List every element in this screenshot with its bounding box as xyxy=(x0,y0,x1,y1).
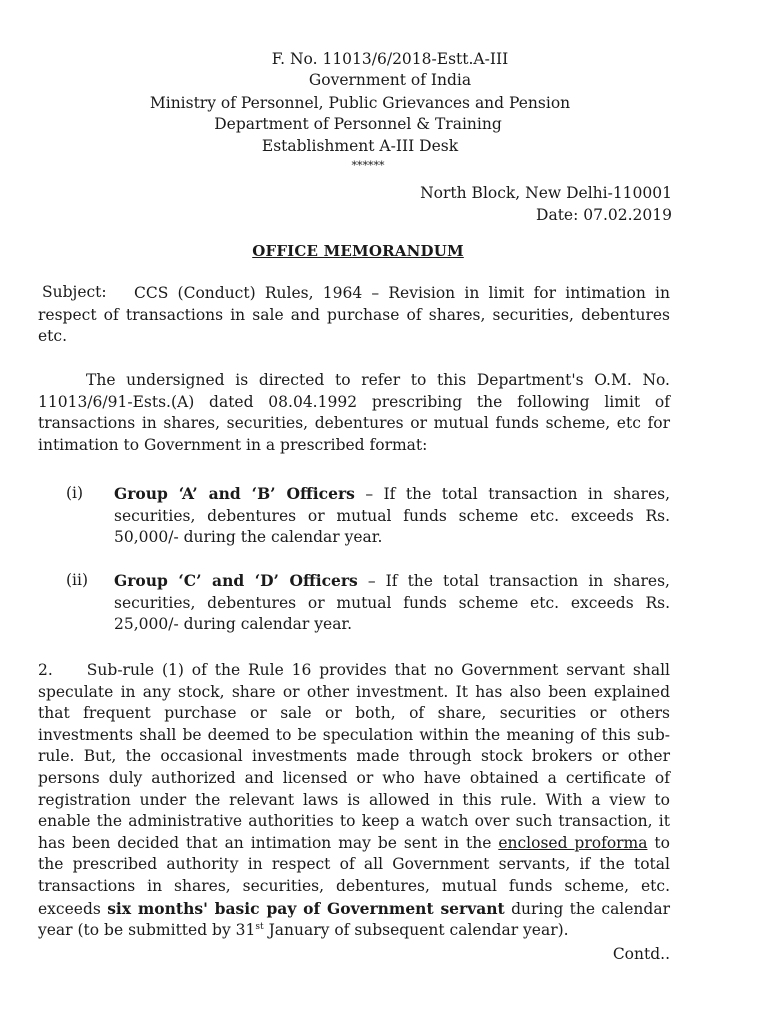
subject-body: CCS (Conduct) Rules, 1964 – Revision in limit for intimation in respect of transactions in sale and purchase of shares, securities, debentures etc. xyxy=(38,284,670,346)
para2-part4: January of subsequent calendar year). xyxy=(263,921,569,940)
stars-divider: ****** xyxy=(351,159,385,172)
intro-paragraph: The undersigned is directed to refer to this Department's O.M. No. 11013/6/91-Ests.(A) dated 08.04.1992 prescribing the following limit of transactions in shares, securities, debentures or mutual funds scheme, etc for intimation to Government in a prescribed format: xyxy=(38,371,670,454)
list-item xyxy=(66,483,670,549)
department-line: Department of Personnel & Training xyxy=(214,115,502,133)
item-number: (i) xyxy=(66,484,84,502)
para2-part2: to the prescribed authority in respect of all Government servants, if the total transactions in shares, securities, debentures, mutual funds scheme, etc. exceeds xyxy=(38,833,670,918)
item-number: (ii) xyxy=(66,571,89,589)
item-text: – If the total transaction in shares, securities, debentures or mutual funds scheme etc. exceeds Rs. 50,000/- during the calendar year. xyxy=(114,485,670,547)
list-item xyxy=(66,570,670,636)
continued-marker: Contd.. xyxy=(612,945,670,963)
file-number: F. No. 11013/6/2018-Estt.A-III xyxy=(271,50,509,68)
ordinal-suffix: st xyxy=(255,921,264,932)
government-line: Government of India xyxy=(308,71,472,89)
item-heading: Group ‘A’ and ‘B’ Officers xyxy=(114,484,355,503)
paragraph-2 xyxy=(38,660,670,942)
item-heading: Group ‘C’ and ‘D’ Officers xyxy=(114,571,358,590)
memo-title: OFFICE MEMORANDUM xyxy=(252,242,464,260)
address-line: North Block, New Delhi-110001 xyxy=(420,184,672,202)
para2-part1: Sub-rule (1) of the Rule 16 provides that no Government servant shall speculate in any stock, share or other investment. It has also been explained that frequent purchase or sale or both, of share, securities or others investments shall be deemed to be speculation within the meaning of this sub-rule. But, the occasional investments made through stock brokers or other persons duly authorized and licensed or who have obtained a certificate of registration under the relevant laws is allowed in this rule. With a view to enable the administrative authorities to keep a watch over such transaction, it has been decided that an intimation may be sent in the xyxy=(38,661,670,852)
ministry-line: Ministry of Personnel, Public Grievances and Pension xyxy=(149,94,571,112)
subject-label: Subject: xyxy=(42,283,107,301)
para2-part3: during the calendar year (to be submitted by 31 xyxy=(38,899,670,940)
subject-text xyxy=(38,283,670,348)
desk-line: Establishment A-III Desk xyxy=(261,137,459,155)
item-text: – If the total transaction in shares, securities, debentures or mutual funds scheme etc. exceeds Rs. 25,000/- during calendar year. xyxy=(114,572,670,634)
date-line: Date: 07.02.2019 xyxy=(536,206,672,224)
six-months-bold: six months' basic pay of Government servant xyxy=(107,898,505,918)
enclosed-proforma-text: enclosed proforma xyxy=(498,833,648,852)
paragraph-number: 2. xyxy=(38,661,53,679)
